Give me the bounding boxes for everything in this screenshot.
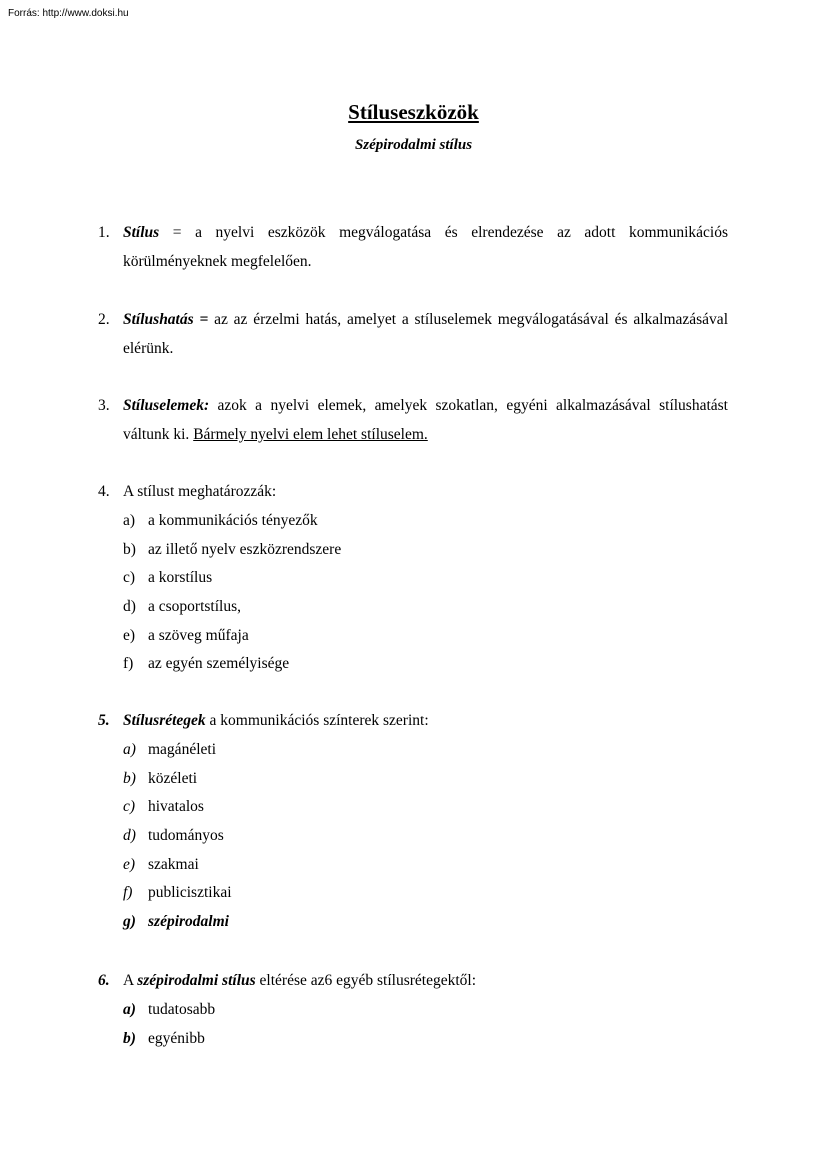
page-subtitle: Szépirodalmi stílus: [354, 137, 473, 153]
sub-item: [123, 621, 728, 650]
sub-item: [123, 764, 728, 793]
sub-item: [123, 535, 728, 564]
sub-text: a kommunikációs tényezők: [148, 512, 318, 529]
sub-text: a szöveg műfaja: [148, 626, 249, 644]
sub-marker: a): [123, 741, 136, 758]
item-text: azok a nyelvi elemek, amelyek szokatlan, egyéni alkalmazásával stílushatást váltunk ki.: [123, 397, 728, 443]
item-number: 6.: [98, 972, 110, 989]
sub-marker: d): [123, 598, 136, 616]
item-number: 2.: [98, 311, 110, 328]
sub-item: [123, 735, 728, 764]
sub-item: [123, 563, 728, 592]
item-text: = a nyelvi eszközök megválogatása és elrendezése az adott kommunikációs körülményeknek megfelelően.: [123, 224, 728, 270]
item-number: 1.: [98, 224, 110, 241]
sub-item: [123, 792, 728, 821]
sub-item: [123, 1024, 728, 1053]
sub-text: magánéleti: [148, 741, 216, 758]
sub-item: [123, 907, 728, 936]
sub-marker: e): [123, 855, 136, 873]
item-number: 3.: [98, 397, 110, 414]
sub-marker: b): [123, 769, 136, 787]
item-term: Stílushatás =: [123, 311, 209, 328]
list-item-4: [98, 477, 728, 678]
sub-marker: g): [123, 913, 136, 931]
sub-marker: b): [123, 1029, 136, 1047]
item-number: 4.: [98, 483, 110, 500]
item-prefix: A: [123, 972, 138, 989]
item-text: a kommunikációs színterek szerint:: [205, 712, 429, 729]
sub-item: [123, 821, 728, 850]
item-term: Stílusrétegek: [123, 712, 206, 729]
sub-marker: c): [123, 569, 136, 587]
list-item-3: [98, 391, 728, 449]
item-text: eltérése az6 egyéb stílusrétegektől:: [255, 972, 477, 989]
list-item-5: [98, 706, 728, 936]
sub-marker: a): [123, 512, 136, 529]
sub-marker: c): [123, 798, 136, 816]
sub-text: az egyén személyisége: [148, 655, 290, 673]
sub-text: tudományos: [148, 827, 224, 845]
source-line: Forrás: http://www.doksi.hu: [8, 8, 129, 19]
sub-text: közéleti: [148, 769, 198, 787]
sub-text: hivatalos: [148, 798, 204, 816]
sub-marker: f): [123, 655, 134, 673]
sub-item: [123, 850, 728, 879]
page-title: Stíluseszközök: [348, 100, 479, 124]
sub-item: [123, 995, 728, 1024]
sub-text: a csoportstílus,: [148, 598, 241, 616]
sub-text: a korstílus: [148, 569, 213, 587]
sub-text: az illető nyelv eszközrendszere: [148, 540, 342, 558]
sub-marker: f): [123, 884, 133, 902]
sub-item: [123, 506, 728, 535]
item-term: szépirodalmi stílus: [137, 972, 256, 989]
item-text: A stílust meghatározzák:: [123, 483, 277, 500]
sub-marker: b): [123, 540, 136, 558]
list-item-6: [98, 966, 728, 1052]
item-underlined-text: Bármely nyelvi elem lehet stíluselem.: [193, 426, 428, 443]
sub-marker: e): [123, 626, 136, 644]
sub-text: tudatosabb: [148, 1001, 216, 1018]
item-term: Stílus: [123, 224, 160, 241]
item-number: 5.: [98, 712, 110, 729]
list-item-1: [98, 218, 728, 276]
sub-marker: a): [123, 1001, 136, 1018]
sub-text: egyénibb: [148, 1029, 205, 1047]
sub-text: publicisztikai: [148, 884, 232, 902]
item-text: az az érzelmi hatás, amelyet a stíluselemek megválogatásával és alkalmazásával elérünk.: [123, 311, 728, 357]
sub-item: [123, 592, 728, 621]
item-term: Stíluselemek:: [123, 397, 210, 414]
sub-text: szakmai: [148, 855, 199, 873]
sub-marker: d): [123, 827, 136, 845]
list-item-2: [98, 305, 728, 363]
sub-item: [123, 649, 728, 678]
sub-text: szépirodalmi: [148, 913, 229, 931]
sub-item: [123, 878, 728, 907]
